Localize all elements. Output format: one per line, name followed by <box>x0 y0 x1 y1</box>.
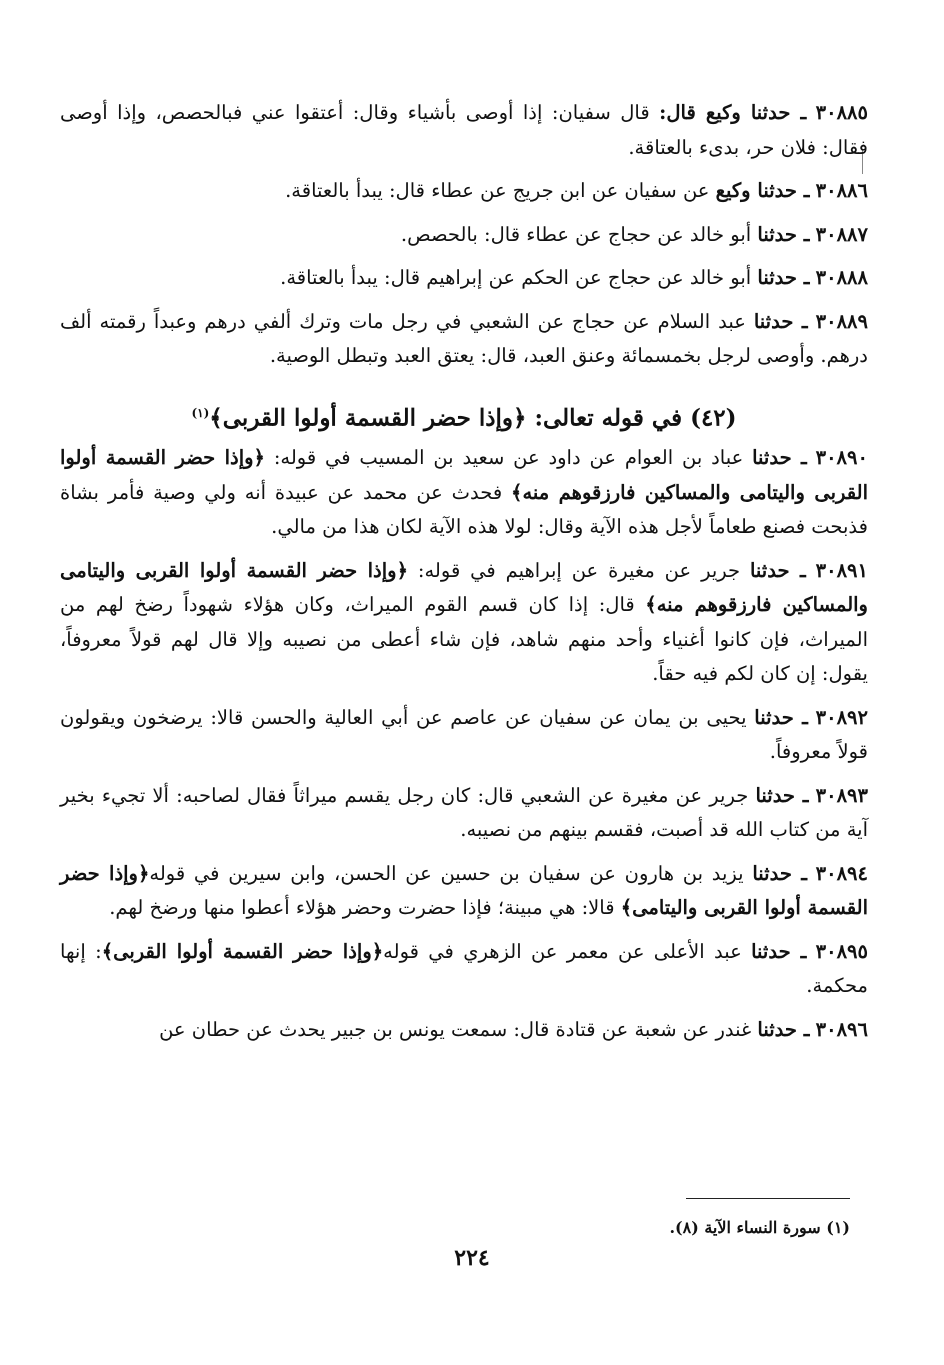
hadith-text: غندر عن شعبة عن قتادة قال: سمعت يونس بن جبير يحدث عن حطان عن <box>159 1017 758 1041</box>
hadith-number: ٣٠٨٩١ <box>815 558 868 582</box>
section-heading <box>60 396 868 436</box>
hadith-30888 <box>60 261 868 296</box>
hadith-text: عبد الأعلى عن معمر عن الزهري في قوله <box>383 939 752 963</box>
hadith-text-cont: قال: إذا كان قسم القوم الميراث، وكان هؤلاء شهوداً رضخ لهم من الميراث، فإن كانوا أغنياء وأحد منهم شاهد، فإن شاء أعطى من نصيبه وإلا قال لهم قولاً معروفاً، يقول: إن كان لكم فيه حقاً. <box>60 593 868 686</box>
hadith-30892 <box>60 701 868 770</box>
hadith-intro: ـ حدثنا <box>752 446 807 470</box>
hadith-intro: ـ حدثنا <box>753 309 808 333</box>
hadith-number: ٣٠٨٩٤ <box>815 861 869 885</box>
quran-quote: ﴿وإذا حضر القسمة أولوا القربى﴾ <box>101 939 384 963</box>
hadith-number: ٣٠٨٨٩ <box>815 309 869 333</box>
hadith-text: عباد بن العوام عن داود عن سعيد بن المسيب في قوله: <box>264 446 753 470</box>
hadith-text: يحيى بن يمان عن سفيان عن عاصم عن أبي العالية والحسن قالا: يرضخون ويقولون قولاً معروفاً. <box>60 705 868 764</box>
hadith-number: ٣٠٨٨٨ <box>815 266 868 289</box>
hadith-number: ٣٠٨٩٦ <box>815 1017 868 1041</box>
hadith-text-cont: فحدث عن محمد عن عبيدة أنه ولي وصية فأمر بشاة فذبحت فصنع طعاماً لأجل هذه الآية وقال: لولا هذه الآية لكان هذا من مالي. <box>60 480 868 539</box>
hadith-text: أبو خالد عن حجاج عن عطاء قال: بالحصص. <box>400 222 758 246</box>
hadith-text: أبو خالد عن حجاج عن الحكم عن إبراهيم قال: يبدأ بالعتاقة. <box>280 266 758 289</box>
hadith-30885 <box>60 96 868 165</box>
hadith-intro: ـ حدثنا <box>752 861 807 885</box>
hadith-intro: ـ حدثنا <box>755 783 809 807</box>
quran-quote: ﴿وإذا حضر القسمة أولوا القربى واليتامى والمساكين فارزقوهم منه﴾ <box>60 558 868 617</box>
hadith-text: جرير عن مغيرة عن إبراهيم في قوله: <box>408 558 750 582</box>
hadith-30890 <box>60 441 868 545</box>
hadith-text-cont: قالا: هي مبينة؛ فإذا حضرت وحضر هؤلاء أعطوا منها ورضخ لهم. <box>109 896 621 920</box>
quran-quote: ﴿وإذا حضر القسمة أولوا القربى واليتامى والمساكين فارزقوهم منه﴾ <box>60 446 868 504</box>
heading-text: (٤٢) في قوله تعالى: ﴿وإذا حضر القسمة أولوا القربى﴾ <box>209 404 737 432</box>
page-number: ٢٢٤ <box>454 1245 490 1271</box>
hadith-text: يزيد بن هارون عن سفيان بن حسين عن الحسن، وابن سيرين في قوله <box>149 861 753 885</box>
hadith-text-cont: : إنها محكمة. <box>60 939 868 998</box>
footnote-divider <box>686 1198 850 1199</box>
hadith-text: جرير عن مغيرة عن الشعبي قال: كان رجل يقسم ميراثاً فقال لصاحبه: ألا تجيء بخير آية من كتاب الله قد أصبت، فقسم بينهم من نصيبه. <box>60 783 868 842</box>
hadith-number: ٣٠٨٩٣ <box>815 783 868 807</box>
footnote: (١) سورة النساء الآية (٨). <box>669 1218 850 1237</box>
page-body <box>60 96 868 1056</box>
hadith-number: ٣٠٨٩٥ <box>815 939 869 963</box>
quran-quote: ﴿وإذا حضر القسمة أولوا القربى واليتامى﴾ <box>60 861 868 920</box>
hadith-number: ٣٠٨٩٠ <box>815 446 868 470</box>
footnote-ref: (١) <box>191 405 210 420</box>
hadith-text: قال سفيان: إذا أوصى بأشياء وقال: أعتقوا عني فبالحصص، وإذا أوصى فقال: فلان حر، بدىء بالعتاقة. <box>60 101 868 159</box>
hadith-intro: ـ حدثنا <box>757 266 810 289</box>
hadith-intro: ـ حدثنا <box>754 705 808 729</box>
hadith-text: عبد السلام عن حجاج عن الشعبي في رجل مات وترك ألفي درهم وعبداً رقمته ألف درهم. وأوصى لرجل بخمسمائة وعنق العبد، قال: يعتق العبد وتبطل الوصية. <box>60 309 868 367</box>
hadith-intro: ـ حدثنا <box>751 939 807 963</box>
hadith-30895 <box>60 935 868 1004</box>
hadith-number: ٣٠٨٨٥ <box>815 101 869 124</box>
hadith-number: ٣٠٨٨٧ <box>815 222 868 246</box>
hadith-30891 <box>60 554 868 692</box>
hadith-30887 <box>60 218 868 253</box>
hadith-30893 <box>60 779 868 848</box>
hadith-number: ٣٠٨٩٢ <box>815 705 868 729</box>
hadith-number: ٣٠٨٨٦ <box>815 179 868 202</box>
hadith-intro: ـ حدثنا وكيع قال: <box>659 101 807 124</box>
hadith-intro: ـ حدثنا <box>757 222 810 246</box>
hadith-intro: ـ حدثنا <box>757 1017 810 1041</box>
hadith-30886 <box>60 174 868 209</box>
hadith-30896 <box>60 1013 868 1048</box>
hadith-text: عن سفيان عن ابن جريج عن عطاء قال: يبدأ بالعتاقة. <box>285 179 716 202</box>
hadith-30894 <box>60 857 868 926</box>
hadith-30889 <box>60 305 868 374</box>
hadith-intro: ـ حدثنا <box>749 558 806 582</box>
hadith-intro: ـ حدثنا وكيع <box>715 179 810 202</box>
